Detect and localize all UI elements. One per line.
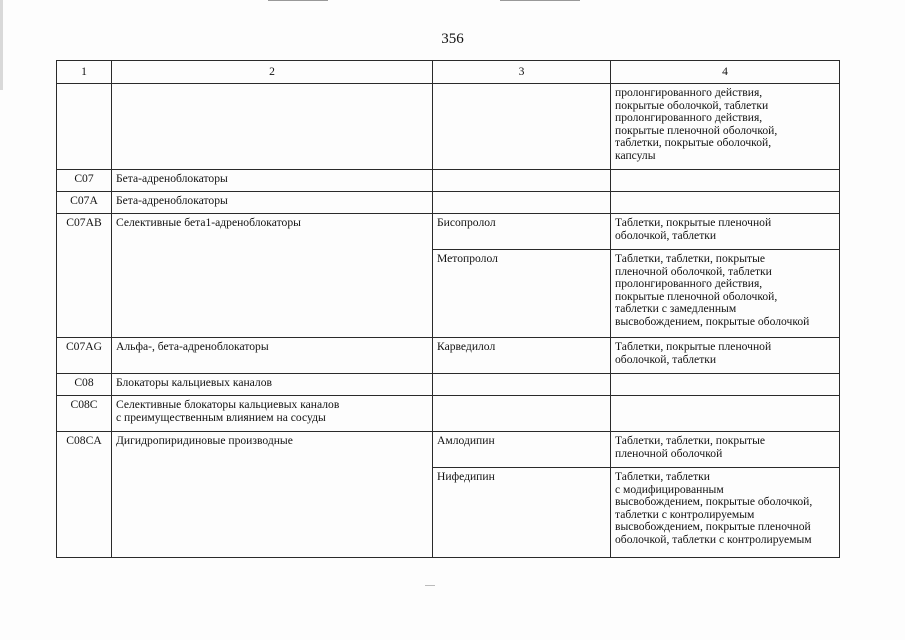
dosage-forms-cell	[611, 396, 840, 432]
dosage-forms-cell	[611, 170, 840, 192]
column-header: 3	[433, 61, 611, 84]
group-name-cell	[112, 84, 433, 170]
medication-table	[56, 60, 840, 558]
drug-name-cell	[433, 374, 611, 396]
atc-code-cell: C08CA	[57, 432, 112, 558]
dosage-forms-cell	[611, 374, 840, 396]
dosage-forms-cell: Таблетки, покрытые пленочной оболочкой, таблетки	[611, 214, 840, 250]
group-name-cell: Селективные бета1-адреноблокаторы	[112, 214, 433, 338]
dosage-forms-cell: пролонгированного действия, покрытые оболочкой, таблетки пролонгированного действия, покрытые пленочной оболочкой, таблетки, покрытые оболочкой, капсулы	[611, 84, 840, 170]
table-header-row	[57, 61, 840, 84]
drug-name-cell	[433, 170, 611, 192]
table-row	[57, 192, 840, 214]
table-body	[57, 84, 840, 558]
drug-name-cell: Карведилол	[433, 338, 611, 374]
group-name-cell: Бета-адреноблокаторы	[112, 170, 433, 192]
atc-code-cell: C07A	[57, 192, 112, 214]
atc-code-cell: C07	[57, 170, 112, 192]
dosage-forms-cell: Таблетки, таблетки, покрытые пленочной оболочкой	[611, 432, 840, 468]
dosage-forms-cell: Таблетки, таблетки с модифицированным высвобождением, покрытые оболочкой, таблетки с контролируемым высвобождением, покрытые пленочной оболочкой, таблетки с контролируемым	[611, 468, 840, 558]
drug-name-cell: Амлодипин	[433, 432, 611, 468]
drug-name-cell	[433, 84, 611, 170]
atc-code-cell: C08	[57, 374, 112, 396]
page-number: 356	[441, 31, 464, 47]
table-row	[57, 432, 840, 468]
dosage-forms-cell: Таблетки, таблетки, покрытые пленочной оболочкой, таблетки пролонгированного действия, покрытые пленочной оболочкой, таблетки с замедленным высвобождением, покрытые оболочкой	[611, 250, 840, 338]
group-name-cell: Селективные блокаторы кальциевых каналов с преимущественным влиянием на сосуды	[112, 396, 433, 432]
table-row	[57, 84, 840, 170]
drug-name-cell: Нифедипин	[433, 468, 611, 558]
scan-edge	[268, 0, 328, 1]
column-header: 2	[112, 61, 433, 84]
dosage-forms-cell: Таблетки, покрытые пленочной оболочкой, таблетки	[611, 338, 840, 374]
atc-code-cell: C07AB	[57, 214, 112, 338]
drug-name-cell: Метопролол	[433, 250, 611, 338]
scan-mark	[425, 585, 435, 586]
table-row	[57, 170, 840, 192]
group-name-cell: Блокаторы кальциевых каналов	[112, 374, 433, 396]
table-row	[57, 396, 840, 432]
group-name-cell: Дигидропиридиновые производные	[112, 432, 433, 558]
drug-name-cell	[433, 396, 611, 432]
table-row	[57, 338, 840, 374]
table-row	[57, 374, 840, 396]
scan-edge	[500, 0, 580, 1]
drug-name-cell	[433, 192, 611, 214]
dosage-forms-cell	[611, 192, 840, 214]
atc-code-cell	[57, 84, 112, 170]
group-name-cell: Альфа-, бета-адреноблокаторы	[112, 338, 433, 374]
column-header: 4	[611, 61, 840, 84]
table-row	[57, 214, 840, 250]
drug-name-cell: Бисопролол	[433, 214, 611, 250]
atc-code-cell: C08C	[57, 396, 112, 432]
group-name-cell: Бета-адреноблокаторы	[112, 192, 433, 214]
atc-code-cell: C07AG	[57, 338, 112, 374]
column-header: 1	[57, 61, 112, 84]
